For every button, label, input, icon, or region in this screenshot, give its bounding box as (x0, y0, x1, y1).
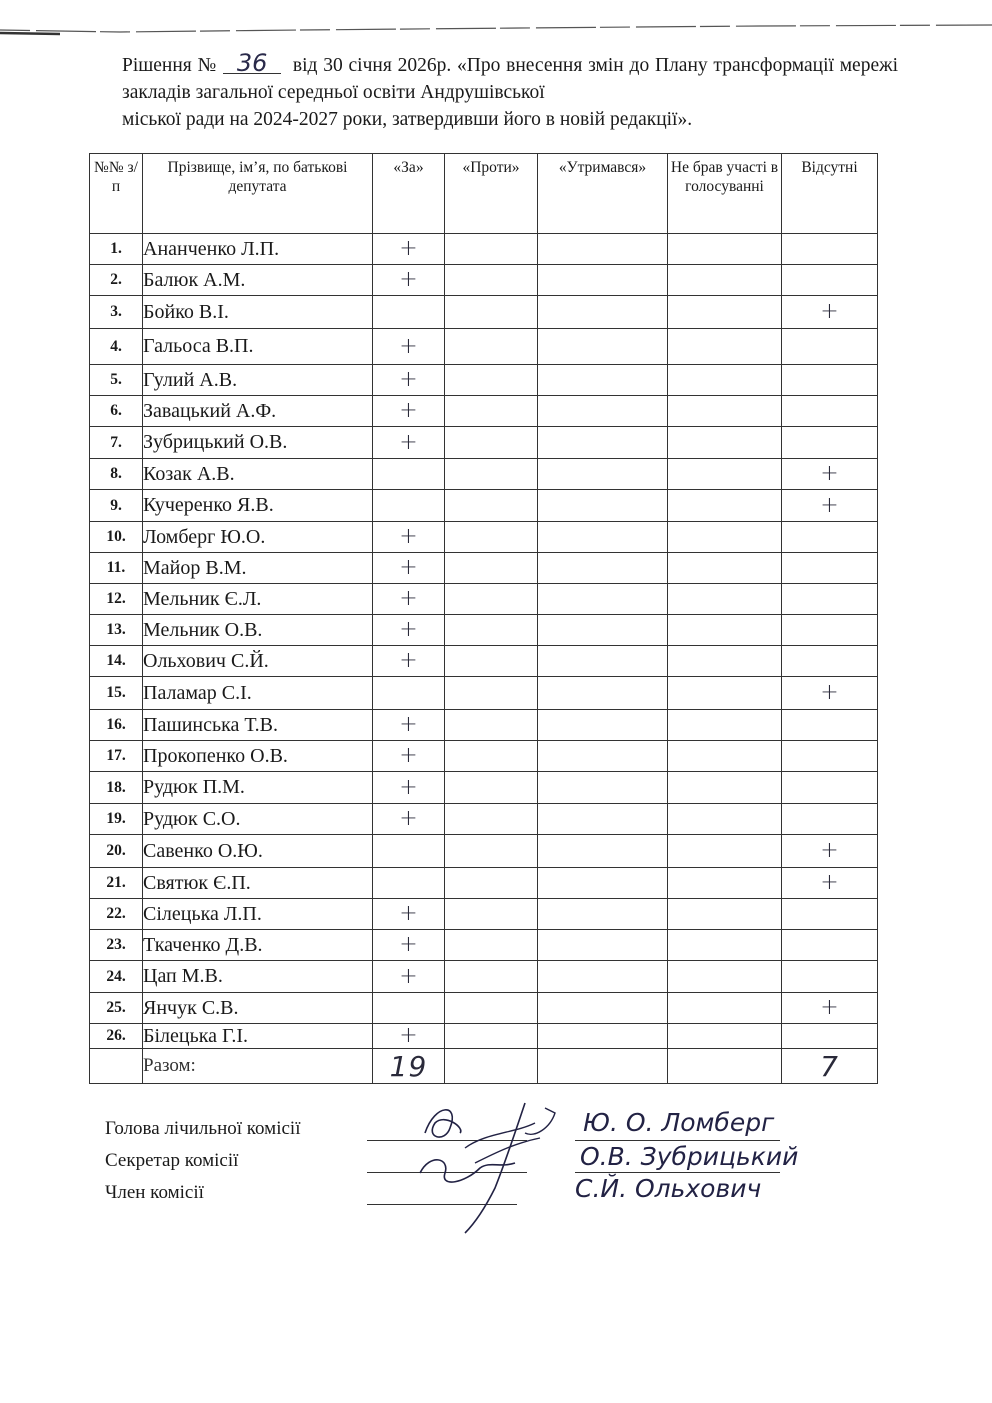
vote-cell-abstained (538, 584, 668, 615)
vote-cell-absent (782, 584, 878, 615)
vote-cell-abstained (538, 772, 668, 804)
table-row (90, 553, 878, 584)
row-number: 24. (90, 961, 143, 993)
vote-cell-not-voted (668, 835, 782, 868)
vote-cell-absent (782, 365, 878, 396)
header-num: №№ з/п (90, 154, 143, 234)
vote-mark: + (820, 680, 839, 705)
header-against: «Проти» (445, 154, 538, 234)
row-number: 13. (90, 615, 143, 646)
vote-cell-against (445, 427, 538, 459)
vote-cell-absent (782, 677, 878, 710)
vote-cell-for (373, 835, 445, 868)
totals-abstained (538, 1049, 668, 1084)
vote-cell-not-voted (668, 646, 782, 677)
vote-cell-for (373, 930, 445, 961)
vote-cell-against (445, 459, 538, 490)
vote-cell-abstained (538, 993, 668, 1024)
deputy-name: Завацький А.Ф. (143, 396, 373, 427)
table-row (90, 1024, 878, 1049)
vote-cell-abstained (538, 490, 668, 522)
vote-cell-against (445, 772, 538, 804)
vote-mark: + (399, 429, 418, 455)
deputy-name: Ткаченко Д.В. (143, 930, 373, 961)
deputy-name: Ананченко Л.П. (143, 234, 373, 265)
deputy-name: Козак А.В. (143, 459, 373, 490)
row-number: 26. (90, 1024, 143, 1049)
table-row (90, 930, 878, 961)
row-number: 6. (90, 396, 143, 427)
vote-cell-abstained (538, 930, 668, 961)
table-row (90, 265, 878, 296)
vote-cell-absent (782, 329, 878, 365)
table-row (90, 899, 878, 930)
member-name: С.Й. Ольхович (575, 1174, 762, 1203)
table-row (90, 234, 878, 265)
row-number: 20. (90, 835, 143, 868)
vote-cell-for (373, 296, 445, 329)
deputy-name: Кучеренко Я.В. (143, 490, 373, 522)
vote-cell-absent (782, 930, 878, 961)
totals-row (90, 1049, 878, 1084)
vote-cell-abstained (538, 710, 668, 741)
vote-cell-absent (782, 265, 878, 296)
table-row (90, 584, 878, 615)
vote-mark: + (399, 963, 418, 989)
table-row (90, 329, 878, 365)
table-header-row (90, 154, 878, 234)
vote-cell-not-voted (668, 584, 782, 615)
vote-cell-for (373, 710, 445, 741)
vote-cell-against (445, 584, 538, 615)
deputy-name: Прокопенко О.В. (143, 741, 373, 772)
vote-cell-against (445, 993, 538, 1024)
vote-cell-for (373, 993, 445, 1024)
vote-cell-not-voted (668, 868, 782, 899)
totals-num-cell (90, 1049, 143, 1084)
vote-mark: + (399, 555, 418, 580)
table-row (90, 490, 878, 522)
deputy-name: Паламар С.І. (143, 677, 373, 710)
row-number: 3. (90, 296, 143, 329)
vote-cell-not-voted (668, 615, 782, 646)
vote-mark: + (820, 995, 839, 1020)
header-absent: Відсутні (782, 154, 878, 234)
vote-cell-abstained (538, 365, 668, 396)
vote-cell-abstained (538, 329, 668, 365)
vote-cell-against (445, 899, 538, 930)
row-number: 10. (90, 522, 143, 553)
vote-cell-for (373, 459, 445, 490)
vote-cell-absent (782, 522, 878, 553)
vote-mark: + (399, 617, 418, 642)
chair-name: Ю. О. Ломберг (583, 1108, 775, 1137)
vote-mark: + (399, 367, 418, 392)
vote-cell-for (373, 646, 445, 677)
deputy-name: Зубрицький О.В. (143, 427, 373, 459)
vote-cell-not-voted (668, 1024, 782, 1049)
vote-cell-not-voted (668, 677, 782, 710)
vote-cell-against (445, 522, 538, 553)
vote-cell-not-voted (668, 265, 782, 296)
totals-not-voted (668, 1049, 782, 1084)
vote-cell-absent (782, 1024, 878, 1049)
deputy-name: Білецька Г.І. (143, 1024, 373, 1049)
row-number: 16. (90, 710, 143, 741)
vote-cell-absent (782, 835, 878, 868)
deputy-name: Гулий А.В. (143, 365, 373, 396)
title-body: від 30 січня 2026р. «Про внесення змін до Плану трансформації мережі закладів загальної середньої освіти Андрушівської (122, 55, 898, 103)
row-number: 12. (90, 584, 143, 615)
row-number: 14. (90, 646, 143, 677)
vote-cell-against (445, 553, 538, 584)
vote-cell-not-voted (668, 993, 782, 1024)
vote-cell-abstained (538, 615, 668, 646)
header-name: Прізвище, ім’я, по батькові депутата (143, 154, 373, 234)
vote-mark: + (820, 870, 839, 895)
vote-cell-not-voted (668, 459, 782, 490)
scan-edge-artifact (0, 18, 992, 40)
deputy-name: Мельник Є.Л. (143, 584, 373, 615)
totals-for (373, 1049, 445, 1084)
row-number: 18. (90, 772, 143, 804)
vote-cell-absent (782, 296, 878, 329)
vote-cell-against (445, 265, 538, 296)
row-number: 9. (90, 490, 143, 522)
table-row (90, 615, 878, 646)
vote-cell-not-voted (668, 804, 782, 835)
vote-mark: + (820, 838, 839, 863)
vote-cell-abstained (538, 961, 668, 993)
table-row (90, 522, 878, 553)
chair-label: Голова лічильної комісії (105, 1118, 301, 1139)
vote-cell-abstained (538, 804, 668, 835)
vote-cell-abstained (538, 427, 668, 459)
vote-cell-not-voted (668, 365, 782, 396)
vote-cell-for (373, 741, 445, 772)
vote-cell-for (373, 490, 445, 522)
vote-cell-absent (782, 615, 878, 646)
vote-cell-not-voted (668, 772, 782, 804)
vote-cell-for (373, 961, 445, 993)
secretary-name-line (575, 1172, 780, 1173)
row-number: 25. (90, 993, 143, 1024)
vote-cell-abstained (538, 835, 668, 868)
handwritten-signatures (405, 1093, 575, 1243)
vote-mark: + (399, 806, 418, 831)
vote-cell-for (373, 522, 445, 553)
decision-title (122, 49, 898, 133)
table-row (90, 396, 878, 427)
deputy-name: Бойко В.І. (143, 296, 373, 329)
table-row (90, 772, 878, 804)
vote-cell-abstained (538, 1024, 668, 1049)
vote-cell-against (445, 804, 538, 835)
deputy-name: Сілецька Л.П. (143, 899, 373, 930)
secretary-name: О.В. Зубрицький (580, 1142, 799, 1171)
vote-cell-absent (782, 961, 878, 993)
deputy-name: Пашинська Т.В. (143, 710, 373, 741)
title-prefix: Рішення № (122, 55, 218, 76)
vote-cell-against (445, 741, 538, 772)
vote-mark: + (399, 712, 418, 737)
totals-against (445, 1049, 538, 1084)
vote-cell-for (373, 772, 445, 804)
vote-cell-for (373, 265, 445, 296)
vote-mark: + (820, 492, 839, 518)
vote-cell-against (445, 677, 538, 710)
vote-mark: + (399, 524, 418, 549)
vote-cell-against (445, 930, 538, 961)
vote-mark: + (399, 398, 418, 423)
totals-label: Разом: (143, 1049, 373, 1084)
row-number: 1. (90, 234, 143, 265)
vote-cell-absent (782, 741, 878, 772)
vote-cell-abstained (538, 234, 668, 265)
table-row (90, 459, 878, 490)
vote-cell-abstained (538, 522, 668, 553)
vote-cell-not-voted (668, 396, 782, 427)
vote-cell-absent (782, 868, 878, 899)
vote-cell-against (445, 710, 538, 741)
table-row (90, 710, 878, 741)
vote-cell-against (445, 296, 538, 329)
signatures-block (105, 1108, 905, 1248)
vote-cell-absent (782, 459, 878, 490)
row-number: 21. (90, 868, 143, 899)
row-number: 7. (90, 427, 143, 459)
header-for: «За» (373, 154, 445, 234)
vote-cell-absent (782, 427, 878, 459)
row-number: 2. (90, 265, 143, 296)
vote-cell-absent (782, 553, 878, 584)
vote-cell-absent (782, 234, 878, 265)
deputy-name: Рудюк С.О. (143, 804, 373, 835)
table-row (90, 427, 878, 459)
vote-cell-abstained (538, 296, 668, 329)
vote-mark: + (399, 932, 418, 957)
vote-cell-abstained (538, 396, 668, 427)
vote-cell-absent (782, 646, 878, 677)
table-row (90, 677, 878, 710)
vote-cell-not-voted (668, 961, 782, 993)
vote-cell-not-voted (668, 427, 782, 459)
vote-cell-not-voted (668, 553, 782, 584)
vote-cell-absent (782, 804, 878, 835)
vote-cell-against (445, 961, 538, 993)
vote-cell-for (373, 615, 445, 646)
vote-cell-for (373, 899, 445, 930)
row-number: 4. (90, 329, 143, 365)
vote-cell-for (373, 234, 445, 265)
vote-cell-absent (782, 710, 878, 741)
row-number: 5. (90, 365, 143, 396)
vote-cell-not-voted (668, 741, 782, 772)
total-for-value: 19 (389, 1049, 428, 1083)
vote-mark: + (399, 586, 418, 611)
vote-cell-against (445, 868, 538, 899)
header-not-voted: Не брав участі в голосуванні (668, 154, 782, 234)
vote-cell-against (445, 365, 538, 396)
vote-cell-abstained (538, 677, 668, 710)
deputy-name: Савенко О.Ю. (143, 835, 373, 868)
vote-cell-against (445, 615, 538, 646)
vote-cell-abstained (538, 553, 668, 584)
table-row (90, 804, 878, 835)
table-row (90, 868, 878, 899)
deputy-name: Янчук С.В. (143, 993, 373, 1024)
total-absent-value: 7 (820, 1049, 839, 1083)
vote-cell-not-voted (668, 234, 782, 265)
vote-cell-abstained (538, 868, 668, 899)
vote-cell-absent (782, 772, 878, 804)
deputy-name: Святюк Є.П. (143, 868, 373, 899)
row-number: 11. (90, 553, 143, 584)
vote-cell-abstained (538, 899, 668, 930)
table-row (90, 961, 878, 993)
vote-mark: + (399, 267, 418, 292)
row-number: 22. (90, 899, 143, 930)
vote-cell-absent (782, 993, 878, 1024)
vote-cell-for (373, 584, 445, 615)
vote-mark: + (399, 333, 418, 359)
vote-cell-against (445, 329, 538, 365)
vote-cell-for (373, 804, 445, 835)
vote-cell-against (445, 835, 538, 868)
table-row (90, 296, 878, 329)
vote-cell-not-voted (668, 329, 782, 365)
vote-cell-not-voted (668, 710, 782, 741)
deputy-name: Мельник О.В. (143, 615, 373, 646)
vote-mark: + (399, 648, 418, 673)
vote-cell-absent (782, 396, 878, 427)
vote-cell-against (445, 234, 538, 265)
vote-mark: + (820, 461, 839, 486)
row-number: 17. (90, 741, 143, 772)
deputy-name: Балюк А.М. (143, 265, 373, 296)
vote-mark: + (399, 901, 418, 926)
totals-absent (782, 1049, 878, 1084)
deputy-name: Гальоса В.П. (143, 329, 373, 365)
chair-name-line (575, 1140, 780, 1141)
vote-cell-for (373, 365, 445, 396)
vote-mark: + (399, 774, 418, 800)
member-label: Член комісії (105, 1182, 204, 1203)
table-row (90, 835, 878, 868)
vote-cell-for (373, 329, 445, 365)
table-row (90, 365, 878, 396)
row-number: 8. (90, 459, 143, 490)
vote-cell-abstained (538, 459, 668, 490)
vote-cell-against (445, 1024, 538, 1049)
vote-cell-for (373, 1024, 445, 1049)
vote-cell-for (373, 553, 445, 584)
secretary-label: Секретар комісії (105, 1150, 239, 1171)
vote-cell-absent (782, 490, 878, 522)
deputy-name: Ломберг Ю.О. (143, 522, 373, 553)
vote-cell-not-voted (668, 930, 782, 961)
vote-cell-absent (782, 899, 878, 930)
deputy-name: Майор В.М. (143, 553, 373, 584)
header-abstained: «Утримався» (538, 154, 668, 234)
row-number: 23. (90, 930, 143, 961)
deputy-name: Ольхович С.Й. (143, 646, 373, 677)
voting-table (89, 153, 878, 1084)
title-last-line: міської ради на 2024-2027 роки, затвердивши його в новій редакції». (122, 109, 693, 130)
vote-cell-not-voted (668, 296, 782, 329)
row-number: 15. (90, 677, 143, 710)
deputy-name: Рудюк П.М. (143, 772, 373, 804)
vote-cell-against (445, 490, 538, 522)
vote-cell-for (373, 677, 445, 710)
vote-cell-not-voted (668, 490, 782, 522)
decision-number: 36 (223, 53, 281, 74)
vote-cell-against (445, 646, 538, 677)
table-row (90, 741, 878, 772)
vote-cell-not-voted (668, 899, 782, 930)
vote-cell-for (373, 868, 445, 899)
vote-cell-for (373, 427, 445, 459)
deputy-name: Цап М.В. (143, 961, 373, 993)
vote-mark: + (399, 743, 418, 768)
vote-cell-abstained (538, 741, 668, 772)
table-row (90, 646, 878, 677)
vote-cell-against (445, 396, 538, 427)
vote-cell-abstained (538, 646, 668, 677)
table-row (90, 993, 878, 1024)
row-number: 19. (90, 804, 143, 835)
vote-mark: + (399, 1023, 418, 1048)
vote-cell-not-voted (668, 522, 782, 553)
vote-mark: + (820, 299, 839, 324)
vote-mark: + (399, 236, 418, 261)
vote-cell-abstained (538, 265, 668, 296)
vote-cell-for (373, 396, 445, 427)
